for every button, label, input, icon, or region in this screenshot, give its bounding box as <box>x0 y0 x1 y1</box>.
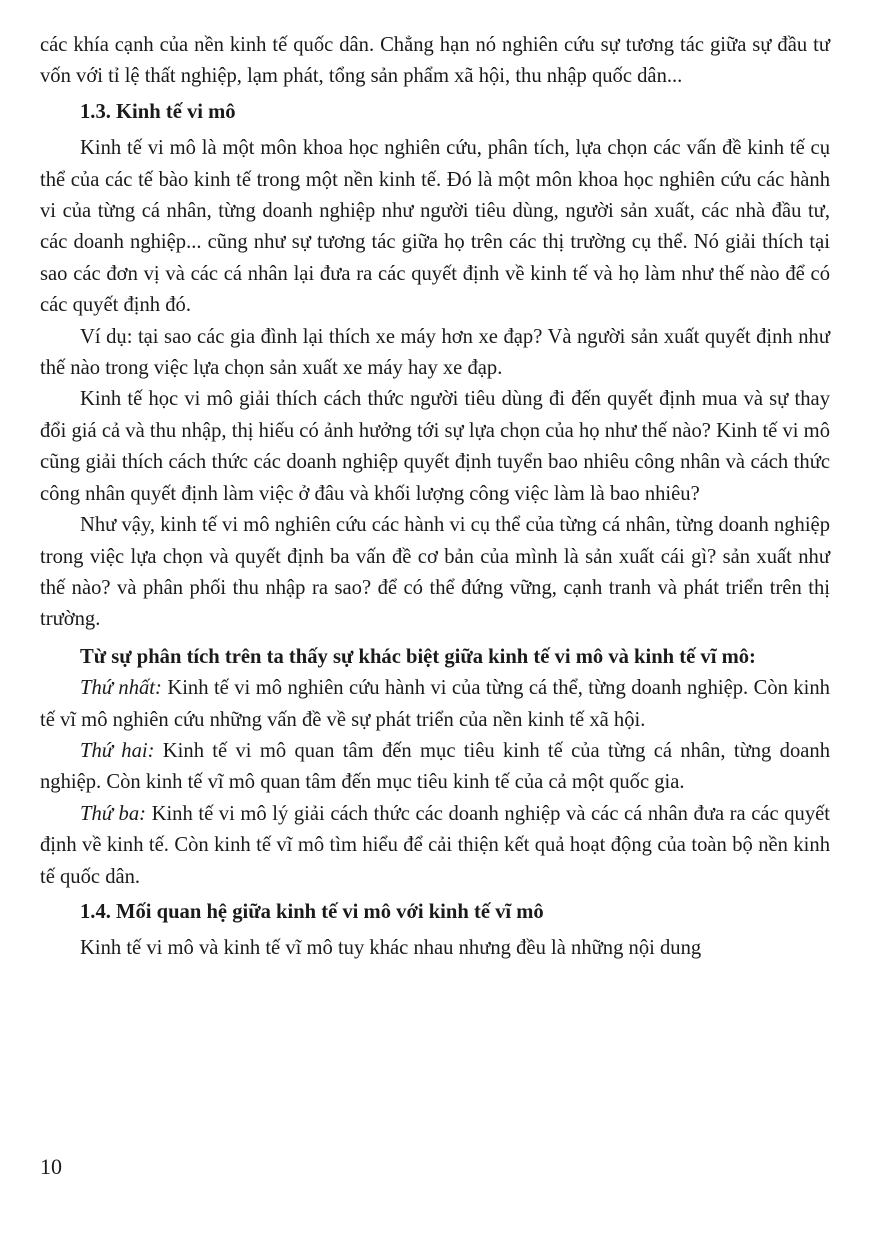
paragraph-relationship: Kinh tế vi mô và kinh tế vĩ mô tuy khác nhau nhưng đều là những nội dung <box>80 937 702 960</box>
paragraph-explanation: Kinh tế học vi mô giải thích cách thức người tiêu dùng đi đến quyết định mua và sự thay đổi giá cả và thu nhập, thị hiếu có ảnh hưởng tới sự lựa chọn của họ như thế nào? Kinh tế vi mô cũng giải thích cách thức các doanh nghiệp quyết định tuyển bao nhiêu công nhân và cách thức công nhân quyết định làm việc ở đâu và khối lượng công việc làm là bao nhiêu? <box>40 388 830 505</box>
paragraph-summary: Như vậy, kinh tế vi mô nghiên cứu các hành vi cụ thể của từng cá nhân, từng doanh nghiệp trong việc lựa chọn và quyết định ba vấn đề cơ bản của mình là sản xuất cái gì? sản xuất như thế nào? và phân phối thu nhập ra sao? để có thể đứng vững, cạnh tranh và phát triển trên thị trường. <box>40 514 830 631</box>
page-body <box>40 30 830 965</box>
paragraph-example: Ví dụ: tại sao các gia đình lại thích xe máy hơn xe đạp? Và người sản xuất quyết định như thế nào trong việc lựa chọn sản xuất xe máy hay xe đạp. <box>40 325 830 380</box>
label-first: Thứ nhất: <box>80 677 162 700</box>
paragraph-third-difference <box>40 799 830 893</box>
label-second: Thứ hai: <box>80 739 155 762</box>
paragraph-second-difference <box>40 736 830 799</box>
label-third: Thứ ba: <box>80 802 147 825</box>
text-first: Kinh tế vi mô nghiên cứu hành vi của từng cá thể, từng doanh nghiệp. Còn kinh tế vĩ mô nghiên cứu những vấn đề về sự phát triển của nền kinh tế xã hội. <box>40 677 830 731</box>
text-second: Kinh tế vi mô quan tâm đến mục tiêu kinh tế của từng cá nhân, từng doanh nghiệp. Còn kinh tế vĩ mô quan tâm đến mục tiêu kinh tế của cả một quốc gia. <box>40 739 831 794</box>
paragraph-continuation: các khía cạnh của nền kinh tế quốc dân. Chẳng hạn nó nghiên cứu sự tương tác giữa sự đầu tư vốn với tỉ lệ thất nghiệp, lạm phát, tổng sản phẩm xã hội, thu nhập quốc dân... <box>40 34 830 88</box>
page-number: 10 <box>40 1154 62 1179</box>
paragraph-difference-intro: Từ sự phân tích trên ta thấy sự khác biệt giữa kinh tế vi mô và kinh tế vĩ mô: <box>80 645 756 668</box>
paragraph-definition: Kinh tế vi mô là một môn khoa học nghiên cứu, phân tích, lựa chọn các vấn đề kinh tế cụ thể của các tế bào kinh tế trong một nền kinh tế. Đó là một môn khoa học nghiên cứu các hành vi của từng cá nhân, từng doanh nghiệp như người tiêu dùng, người sản xuất, các nhà đầu tư, các doanh nghiệp... cũng như sự tương tác giữa họ trên các thị trường cụ thể. Nó giải thích tại sao các đơn vị và các cá nhân lại đưa ra các quyết định về kinh tế và họ làm như thế nào để có các quyết định đó. <box>40 137 830 317</box>
paragraph-first-difference <box>40 673 830 736</box>
text-third: Kinh tế vi mô lý giải cách thức các doanh nghiệp và các cá nhân đưa ra các quyết định về kinh tế. Còn kinh tế vĩ mô tìm hiểu để cải thiện kết quả hoạt động của toàn bộ nền kinh tế quốc dân. <box>40 802 830 888</box>
section-heading-1-3: 1.3. Kinh tế vi mô <box>80 100 236 123</box>
section-heading-1-4: 1.4. Mối quan hệ giữa kinh tế vi mô với kinh tế vĩ mô <box>80 900 544 923</box>
